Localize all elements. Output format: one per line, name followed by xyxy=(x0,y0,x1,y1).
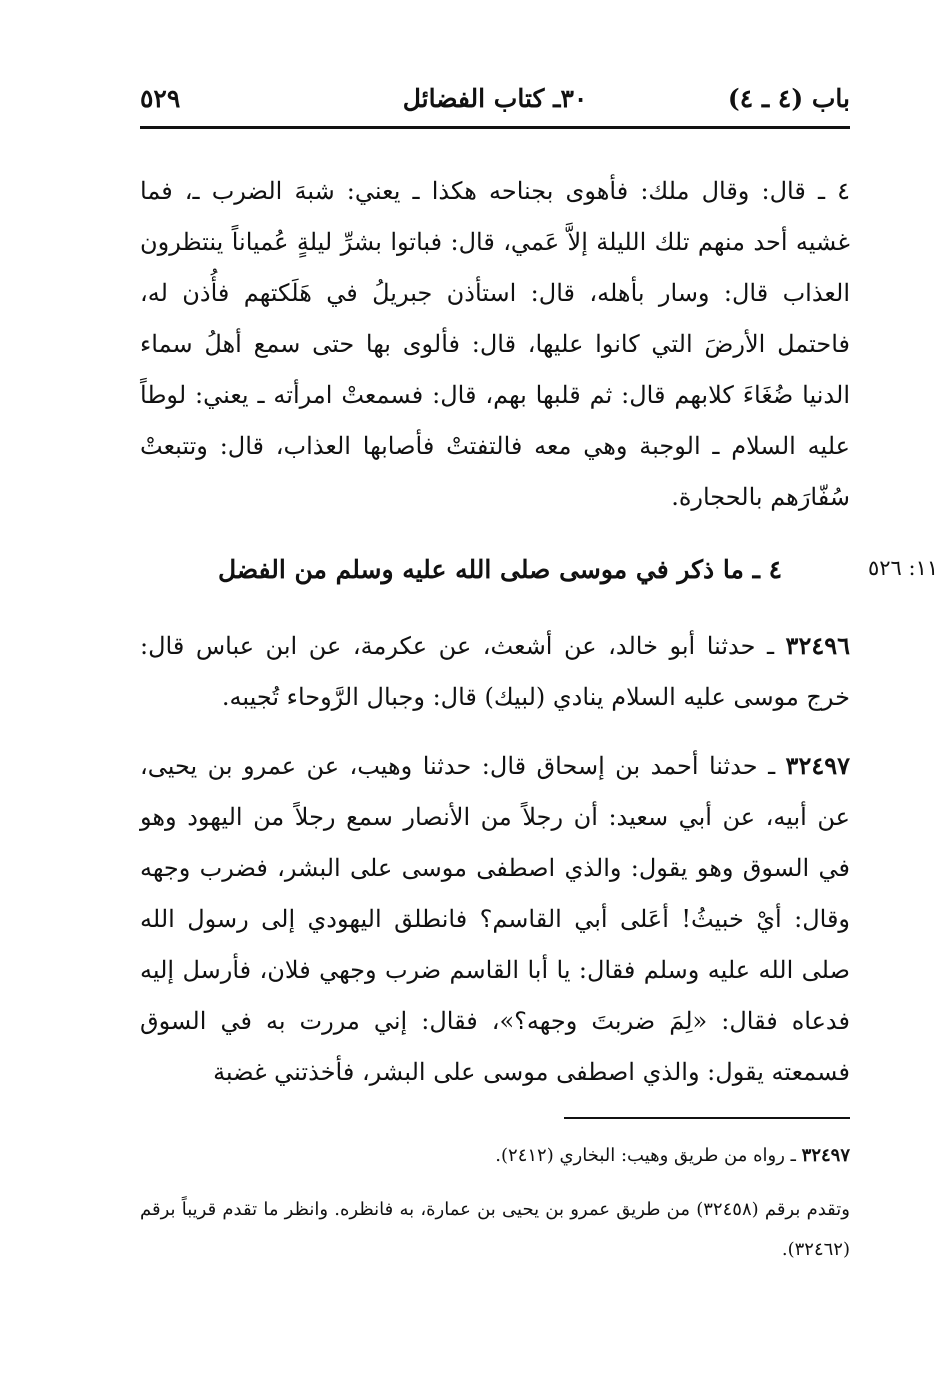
hadith-number: ٣٢٤٩٦ xyxy=(785,631,850,660)
chapter-label: باب (٤ ـ ٤) xyxy=(727,84,850,113)
hadith-number: ٣٢٤٩٧ xyxy=(785,751,850,780)
footnote-number: ٣٢٤٩٧ xyxy=(801,1145,850,1166)
page-header xyxy=(140,84,850,124)
page-number: ٥٢٩ xyxy=(140,84,181,113)
footnote-1 xyxy=(140,1136,850,1176)
hadith-32496 xyxy=(140,620,850,723)
passage-1: ٤ ـ قال: وقال ملك: فأهوى بجناحه هكذا ـ يعني: شبهَ الضرب ـ، فما غشيه أحد منهم تلك الليلة إلاَّ عَمي، قال: فباتوا بشرِّ ليلةٍ عُمياناً ينتظرون العذاب قال: وسار بأهله، قال: استأذن جبريلُ في هَلَكتهم فأُذن له، فاحتمل الأرضَ التي كانوا عليها، قال: فألوى بها حتى سمع أهلُ سماء الدنيا ضُغَاءَ كلابهم قال: ثم قلبها بهم، قال: فسمعتْ امرأته ـ يعني: لوطاً عليه السلام ـ الوجبة وهي معه فالتفتتْ فأصابها العذاب، قال: وتتبعتْ سُفّارَهم بالحجارة. xyxy=(140,177,850,511)
margin-reference: ١١: ٥٢٦ xyxy=(868,556,939,580)
footnote-text: ـ رواه من طريق وهيب: البخاري (٢٤١٢). xyxy=(495,1145,802,1166)
header-rule xyxy=(140,126,850,129)
hadith-32497 xyxy=(140,740,850,1098)
section-heading: ٤ ـ ما ذكر في موسى صلى الله عليه وسلم من الفضل xyxy=(217,555,783,584)
footnote-2: وتقدم برقم (٣٢٤٥٨) من طريق عمرو بن يحيى بن عمارة، به فانظره. وانظر ما تقدم قريباً برقم (٣٢٤٦٢). xyxy=(140,1199,850,1260)
hadith-text: ـ حدثنا أحمد بن إسحاق قال: حدثنا وهيب، عن عمرو بن يحيى، عن أبيه، عن أبي سعيد: أن رجلاً من الأنصار سمع رجلاً من اليهود وهو في السوق وهو يقول: والذي اصطفى موسى على البشر، فضرب وجهه وقال: أيْ خبيثُ! أعَلى أبي القاسم؟ فانطلق اليهودي إلى رسول الله صلى الله عليه وسلم فقال: يا أبا القاسم ضرب وجهي فلان، فأرسل إليه فدعاه فقال: «لِمَ ضربتَ وجهه؟»، فقال: إني مررت به في السوق فسمعته يقول: والذي اصطفى موسى على البشر، فأخذتني غضبة xyxy=(140,752,851,1086)
book-title: ٣٠ـ كتاب الفضائل xyxy=(402,84,588,113)
hadith-text: ـ حدثنا أبو خالد، عن أشعث، عن عكرمة، عن ابن عباس قال: خرج موسى عليه السلام ينادي (لبيك) قال: وجبال الرَّوحاء تُجيبه. xyxy=(140,632,850,711)
footnote-rule xyxy=(564,1117,850,1119)
